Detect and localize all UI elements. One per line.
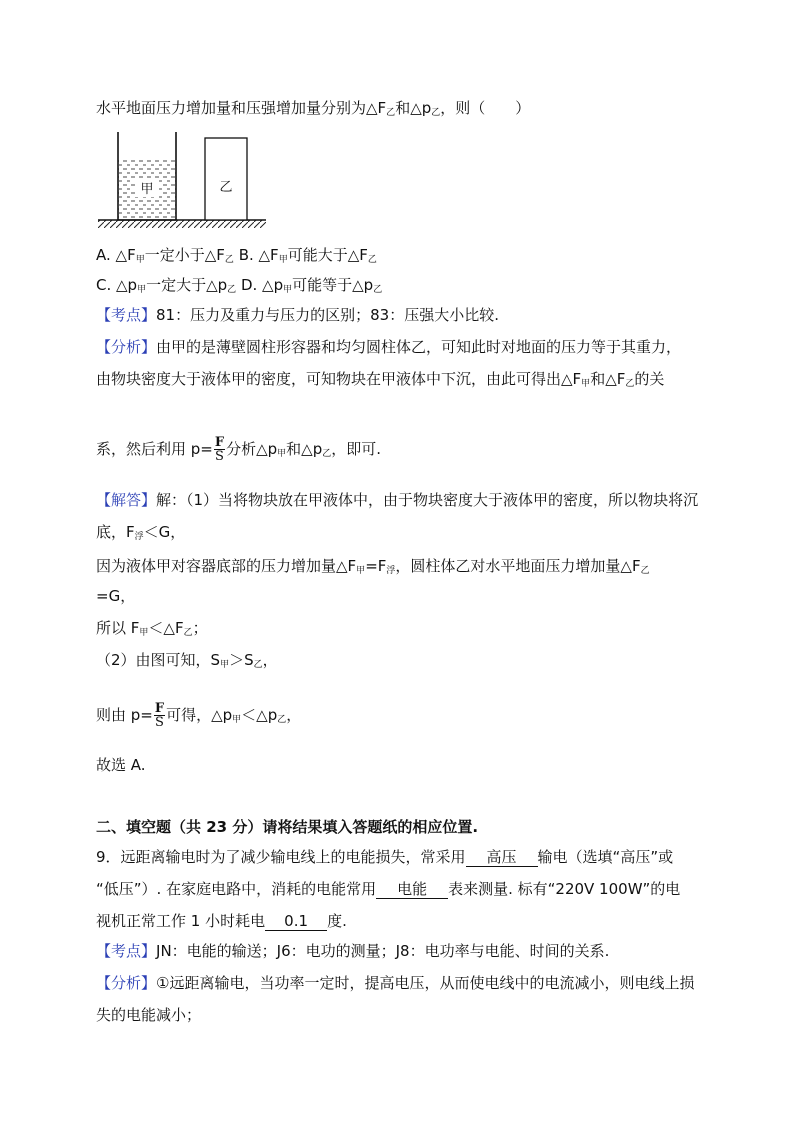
option-a-text: 一定小于△F — [144, 246, 225, 264]
q8-stem-text: 水平地面压力增加量和压强增加量分别为△F — [96, 99, 387, 117]
sub-yi: 乙 — [386, 108, 396, 118]
sub-fu: 浮 — [134, 532, 144, 542]
q9-text: 输电（选填“高压”或 — [537, 848, 674, 866]
answer-blank-2: 电能 — [376, 880, 448, 899]
container-figure — [98, 126, 268, 232]
q8-jieda-line1 — [96, 490, 698, 510]
q9-line1 — [96, 847, 673, 867]
q9-text: 9．远距离输电时为了减少输电线上的电能损失，常采用 — [96, 848, 466, 866]
sub-jia: 甲 — [135, 255, 145, 265]
q9-fenxi-line2 — [96, 1005, 201, 1025]
q8-stem — [96, 98, 530, 123]
jieda-text: ＜△F — [148, 619, 184, 637]
option-b: B. △F — [238, 246, 279, 264]
q8-fenxi-line3 — [96, 436, 381, 464]
q9-text: 表来测量. 标有“220V 100W”的电 — [448, 880, 681, 898]
jieda-text: ； — [192, 619, 208, 637]
kaodian-text: JN：电能的输送；J6：电功的测量；J8：电功率与电能、时间的关系. — [156, 942, 610, 960]
jieda-text: ＜G， — [143, 523, 186, 541]
sub-jia: 甲 — [283, 285, 293, 295]
q9-text: 视机正常工作 1 小时耗电 — [96, 912, 266, 930]
sub-jia: 甲 — [277, 449, 287, 459]
sub-yi: 乙 — [227, 285, 237, 295]
q8-jieda-line7 — [96, 702, 301, 730]
jieda-text: 所以 F — [96, 619, 140, 637]
fenxi-text: 由甲的是薄壁圆柱形容器和均匀圆柱体乙，可知此时对地面的压力等于其重力， — [156, 338, 682, 356]
sub-yi: 乙 — [322, 449, 332, 459]
q9-kaodian — [96, 941, 609, 961]
jieda-text: （2）由图可知，S — [96, 651, 221, 669]
q9-text: 度. — [327, 912, 347, 930]
q8-jieda-line2 — [96, 522, 185, 547]
label-yi: 乙 — [219, 180, 233, 195]
jieda-tag: 【解答】 — [96, 491, 157, 509]
q8-jieda-line4 — [96, 586, 135, 606]
sub-yi: 乙 — [277, 715, 287, 725]
q8-jieda-line3 — [96, 556, 650, 581]
jieda-text: 解：（1）当将物块放在甲液体中，由于物块密度大于液体甲的密度，所以物块将沉 — [156, 491, 699, 509]
options-cd — [96, 275, 382, 300]
sub-jia: 甲 — [581, 379, 591, 389]
option-a: A. △F — [96, 246, 136, 264]
fenxi-tag: 【分析】 — [96, 338, 157, 356]
answer-blank-1: 高压 — [466, 848, 538, 867]
q8-stem-and: 和△p — [395, 99, 432, 117]
fenxi-tag: 【分析】 — [96, 974, 157, 992]
jieda-text: ＞S — [229, 651, 254, 669]
q8-jieda-line5 — [96, 618, 208, 643]
kaodian-tag: 【考点】 — [96, 942, 157, 960]
fenxi-text: 和△F — [590, 370, 626, 388]
q8-stem-end: ，则（ ） — [440, 99, 531, 117]
q8-jieda-line8 — [96, 755, 146, 775]
q9-line3 — [96, 911, 347, 931]
jieda-text: ， — [262, 651, 278, 669]
sub-jia: 甲 — [356, 566, 366, 576]
q8-fenxi-line2 — [96, 369, 664, 394]
jieda-text: ，圆柱体乙对水平地面压力增加量△F — [395, 557, 641, 575]
sub-fu: 浮 — [386, 566, 396, 576]
sub-yi: 乙 — [253, 660, 263, 670]
sub-jia: 甲 — [278, 255, 288, 265]
sub-yi: 乙 — [367, 255, 377, 265]
fenxi-text: ，即可. — [331, 440, 382, 458]
fenxi-text: 由物块密度大于液体甲的密度，可知物块在甲液体中下沉，由此可得出△F — [96, 370, 582, 388]
fraction-numerator: F — [214, 435, 225, 450]
kaodian-tag: 【考点】 — [96, 306, 157, 324]
option-d: D. △p — [240, 276, 284, 294]
answer-blank-3: 0.1 — [265, 912, 327, 931]
fenxi-text: 分析△p — [226, 440, 278, 458]
sub-yi: 乙 — [183, 628, 193, 638]
jieda-text: =F — [365, 557, 387, 575]
sub-jia: 甲 — [220, 660, 230, 670]
options-ab — [96, 245, 377, 270]
q8-jieda-line6 — [96, 650, 278, 675]
sub-yi: 乙 — [373, 285, 383, 295]
jieda-text: 可得，△p — [166, 706, 233, 724]
sub-jia: 甲 — [137, 285, 147, 295]
jieda-text: 故选 A. — [96, 756, 146, 774]
option-d-text: 可能等于△p — [292, 276, 374, 294]
sub-jia: 甲 — [232, 715, 242, 725]
fenxi-text: 失的电能减小； — [96, 1006, 202, 1024]
kaodian-text: 81：压力及重力与压力的区别；83：压强大小比较. — [156, 306, 499, 324]
option-c-text: 一定大于△p — [146, 276, 228, 294]
option-b-text: 可能大于△F — [287, 246, 368, 264]
cylinder-yi — [205, 138, 247, 220]
sub-yi: 乙 — [224, 255, 234, 265]
sub-jia: 甲 — [139, 628, 149, 638]
fenxi-text: ①远距离输电，当功率一定时，提高电压，从而使电线中的电流减小，则电线上损 — [156, 974, 695, 992]
q9-line2 — [96, 879, 680, 899]
ground-hatch — [98, 220, 266, 228]
section-heading: 二、填空题（共 23 分）请将结果填入答题纸的相应位置. — [96, 818, 479, 836]
fraction-denominator: S — [215, 449, 224, 464]
fraction-f-over-s — [214, 436, 225, 463]
fraction-f-over-s — [154, 702, 165, 729]
fenxi-text: 和△p — [286, 440, 323, 458]
sub-yi: 乙 — [431, 108, 441, 118]
jieda-text: 底，F — [96, 523, 135, 541]
jieda-text: 因为液体甲对容器底部的压力增加量△F — [96, 557, 357, 575]
jieda-text: ＜△p — [241, 706, 278, 724]
jieda-text: =G， — [96, 587, 136, 605]
fenxi-text: 系，然后利用 p= — [96, 440, 213, 458]
fenxi-text: 的关 — [634, 370, 665, 388]
q8-fenxi-line1 — [96, 337, 681, 357]
q9-fenxi-line1 — [96, 973, 694, 993]
jieda-text: 则由 p= — [96, 706, 153, 724]
option-c: C. △p — [96, 276, 138, 294]
sub-yi: 乙 — [640, 566, 650, 576]
sub-yi: 乙 — [625, 379, 635, 389]
fraction-numerator: F — [154, 701, 165, 716]
label-jia: 甲 — [140, 182, 154, 197]
q9-text: “低压”）. 在家庭电路中，消耗的电能常用 — [96, 880, 377, 898]
q8-kaodian — [96, 305, 499, 325]
fraction-denominator: S — [155, 715, 164, 730]
jieda-text: ， — [286, 706, 302, 724]
